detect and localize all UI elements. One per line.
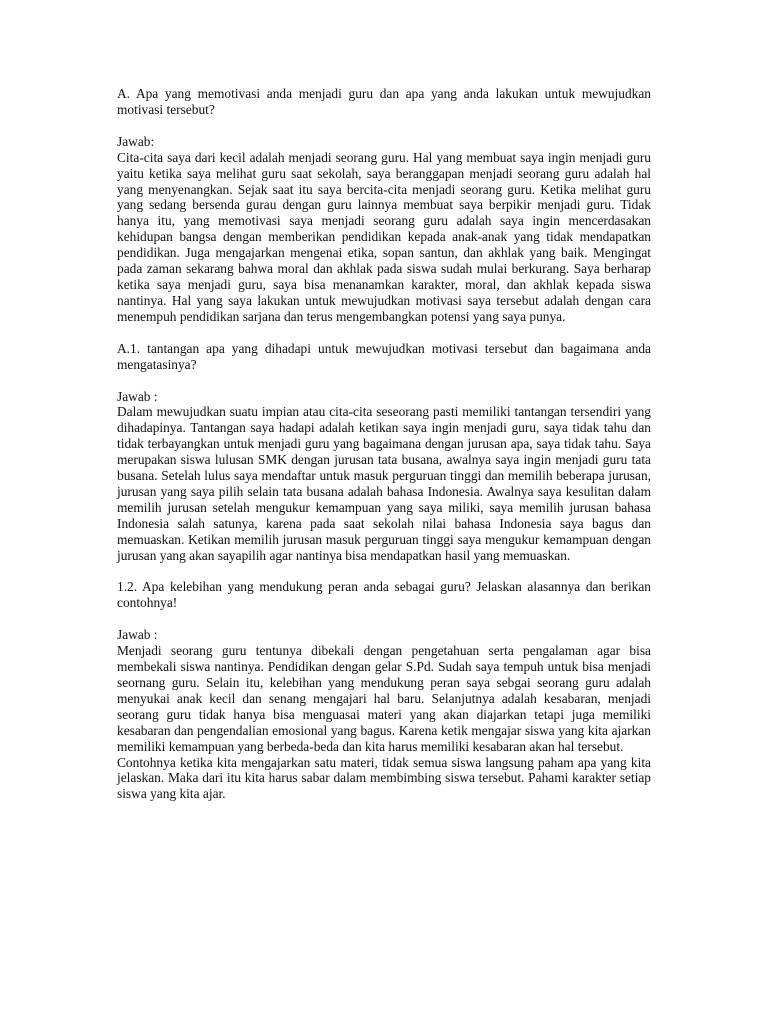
- answer-label: Jawab :: [117, 388, 158, 404]
- answer-block: [117, 627, 651, 802]
- answer-label: Jawab :: [117, 627, 158, 643]
- document-page: [117, 86, 651, 818]
- question-heading: A.1. tantangan apa yang dihadapi untuk mewujudkan motivasi tersebut dan bagaimana anda mengatasinya?: [117, 340, 651, 372]
- answer-block: [117, 389, 651, 564]
- answer-paragraph: Dalam mewujudkan suatu impian atau cita-cita seseorang pasti memiliki tantangan tersendiri yang dihadapinya. Tantangan saya hadapi adalah ketikan saya ingin menjadi guru, saya tidak tahu dan tidak terbayangkan untuk menjadi guru yang bagaimana dengan jurusan apa, saya tidak tahu. Saya merupakan siswa lulusan SMK dengan jurusan tata busana, awalnya saya ingin menjadi guru tata busana. Setelah lulus saya mendaftar untuk masuk perguruan tinggi dan memilih beberapa jurusan, jurusan yang saya pilih selain tata busana adalah bahasa Indonesia. Awalnya saya kesulitan dalam memilih jurusan setelah mengukur kemampuan yang saya miliki, saya memilih jurusan bahasa Indonesia salah satunya, karena pada saat sekolah nilai bahasa Indonesia saya bagus dan memuaskan. Ketikan memilih jurusan masuk perguruan tinggi saya mengukur kemampuan dengan jurusan yang akan sayapilih agar nantinya bisa mendapatkan hasil yang memuaskan.: [117, 404, 651, 563]
- section-strengths: [117, 579, 651, 802]
- answer-paragraph: Cita-cita saya dari kecil adalah menjadi seorang guru. Hal yang membuat saya ingin menjadi guru yaitu ketika saya melihat guru saat sekolah, saya beranggapan menjadi seorang guru adalah hal yang menyenangkan. Sejak saat itu saya bercita-cita menjadi seorang guru. Ketika melihat guru yang sedang bersenda gurau dengan guru lainnya membuat saya berpikir menjadi guru. Tidak hanya itu, yang memotivasi saya menjadi seorang guru adalah saya ingin mencerdasakan kehidupan bangsa dengan memberikan pendidikan kepada anak-anak yang tidak mendapatkan pendidikan. Juga mengajarkan mengenai etika, sopan santun, dan akhlak yang baik. Mengingat pada zaman sekarang bahwa moral dan akhlak pada siswa sudah mulai berkurang. Saya berharap ketika saya menjadi guru, saya bisa menanamkan karakter, moral, dan akhlak kepada siswa nantinya. Hal yang saya lakukan untuk mewujudkan motivasi saya tersebut adalah dengan cara menempuh pendidikan sarjana dan terus mengembangkan potensi yang saya punya.: [117, 149, 651, 324]
- question-heading: 1.2. Apa kelebihan yang mendukung peran anda sebagai guru? Jelaskan alasannya dan berikan contohnya!: [117, 579, 651, 611]
- answer-paragraph: Menjadi seorang guru tentunya dibekali dengan pengetahuan serta pengalaman agar bisa membekali siswa nantinya. Pendidikan dengan gelar S.Pd. Sudah saya tempuh untuk bisa menjadi seornang guru. Selain itu, kelebihan yang mendukung peran saya sebgai seorang guru adalah menyukai anak kecil dan senang mengajari hal baru. Selanjutnya adalah kesabaran, menjadi seorang guru tidak hanya bisa menguasai materi yang akan diajarkan tetapi juga memiliki kesabaran dan pengendalian emosional yang bagus. Karena ketik mengajar siswa yang kita ajarkan memiliki kemampuan yang berbeda-beda dan kita harus memiliki kesabaran akan hal tersebut.: [117, 643, 651, 754]
- section-challenges: [117, 341, 651, 564]
- answer-label: Jawab:: [117, 133, 155, 149]
- answer-paragraph-example: Contohnya ketika kita mengajarkan satu materi, tidak semua siswa langsung paham apa yang kita jelaskan. Maka dari itu kita harus sabar dalam membimbing siswa tersebut. Pahami karakter setiap siswa yang kita ajar.: [117, 754, 651, 802]
- section-motivation: [117, 86, 651, 325]
- question-heading: A. Apa yang memotivasi anda menjadi guru dan apa yang anda lakukan untuk mewujudkan motivasi tersebut?: [117, 86, 651, 117]
- answer-block: [117, 134, 651, 325]
